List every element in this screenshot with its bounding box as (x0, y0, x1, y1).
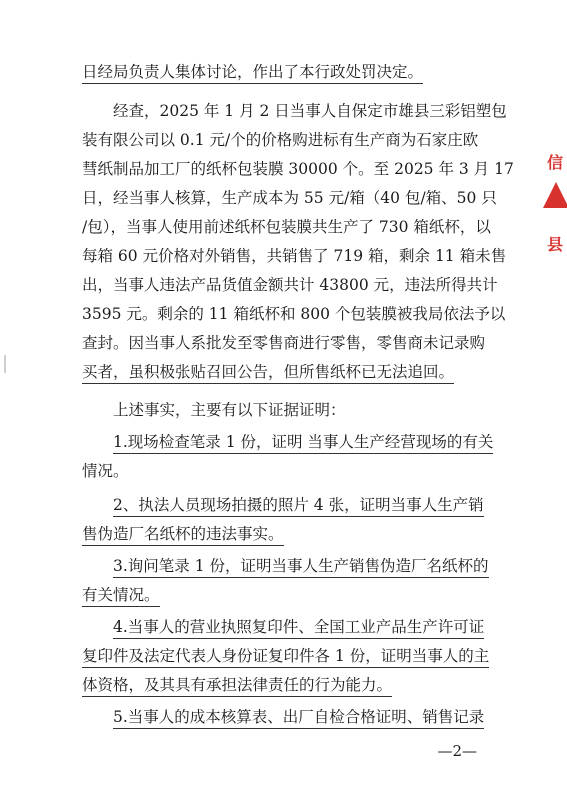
text-line-20: 复印件及法定代表人身份证复印件各 1 份，证明当事人的主 (82, 646, 489, 668)
text-line-8: 出，当事人违法产品货值金额共计 43800 元，违法所得共计 (82, 276, 498, 294)
text-line-11: 买者，虽积极张贴召回公告，但所售纸杯已无法追回。 (82, 362, 454, 384)
text-line-6: /包），当事人使用前述纸杯包装膜共生产了 730 箱纸杯，以 (82, 218, 491, 236)
text-line-14: 情况。 (82, 462, 129, 480)
text-line-21: 体资格，及其具有承担法律责任的行为能力。 (82, 675, 392, 697)
text-line-3: 装有限公司以 0.1 元/个的价格购进标有生产商为石家庄欧 (82, 131, 479, 149)
seal-text-bottom: 县 (547, 235, 564, 254)
text-line-13: 1.现场检查笔录 1 份，证明 当事人生产经营现场的有关 (113, 432, 493, 454)
text-line-9: 3595 元。剩余的 11 箱纸杯和 800 个包装膜被我局依法予以 (82, 305, 506, 323)
text-line-17: 3.询问笔录 1 份，证明当事人生产销售伪造厂名纸杯的 (113, 556, 489, 578)
text-line-16: 售伪造厂名纸杯的违法事实。 (82, 524, 284, 546)
text-line-19: 4.当事人的营业执照复印件、全国工业产品生产许可证 (113, 617, 484, 639)
text-line-7: 每箱 60 元价格对外销售，共销售了 719 箱，剩余 11 箱未售 (82, 247, 507, 265)
margin-mark (4, 355, 6, 373)
text-line-5: 日，经当事人核算，生产成本为 55 元/箱（40 包/箱、50 只 (82, 189, 497, 207)
text-line-18: 有关情况。 (82, 585, 160, 607)
text-line-1: 日经局负责人集体讨论，作出了本行政处罚决定。 (82, 62, 423, 84)
page-number: —2— (437, 742, 477, 760)
text-line-22: 5.当事人的成本核算表、出厂自检合格证明、销售记录 (113, 707, 484, 729)
text-line-4: 彗纸制品加工厂的纸杯包装膜 30000 个。至 2025 年 3 月 17 (82, 160, 514, 178)
text-line-10: 查封。因当事人系批发至零售商进行零售，零售商未记录购 (82, 334, 486, 352)
text-line-2: 经查，2025 年 1 月 2 日当事人自保定市雄县三彩铝塑包 (113, 102, 507, 120)
text-line-12: 上述事实，主要有以下证据证明： (113, 401, 346, 419)
seal-text-top: 信 (547, 153, 564, 172)
official-seal-stamp (545, 150, 567, 260)
seal-star-icon (543, 182, 567, 208)
text-line-15: 2、执法人员现场拍摄的照片 4 张，证明当事人生产销 (113, 495, 484, 517)
